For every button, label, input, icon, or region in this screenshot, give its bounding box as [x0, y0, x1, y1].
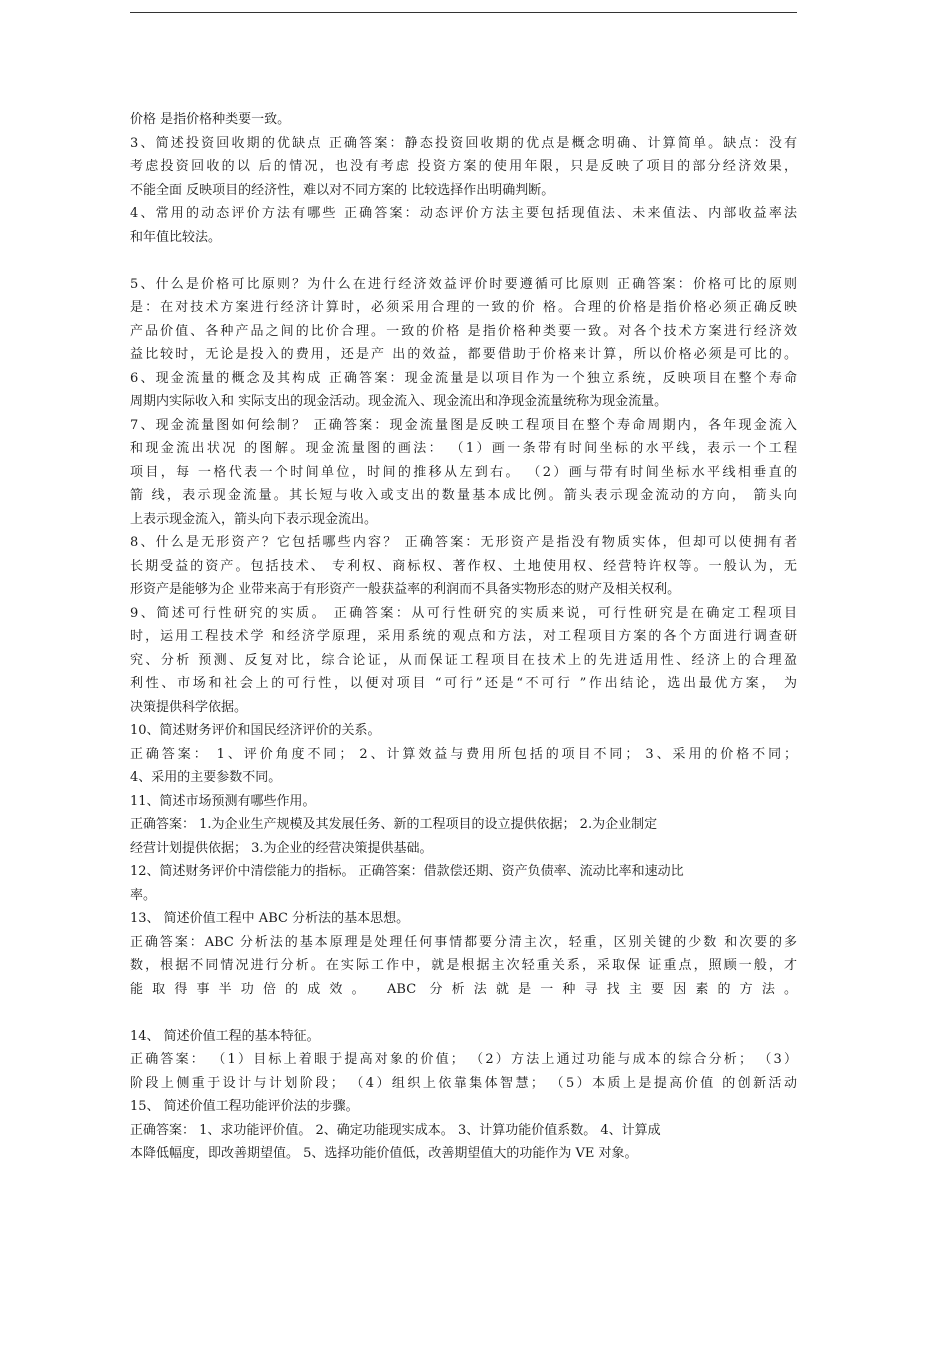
text-line: 产品价值、各种产品之间的比价合理。一致的价格 是指价格种类要一致。对各个技术方案进行经济效: [130, 323, 797, 339]
text-line: 14、 简述价值工程的基本特征。: [130, 1028, 320, 1044]
text-line: 正确答案：ABC 分析法的基本原理是处理任何事情都要分清主次，轻重，区别关键的少数 和次要的多: [130, 934, 797, 950]
text-line: 能取得事半功倍的成效。 ABC 分析法就是一种寻找主要因素的方法。: [130, 981, 797, 997]
text-line: 6、现金流量的概念及其构成 正确答案：现金流量是以项目作为一个独立系统，反映项目在整个寿命: [130, 370, 797, 386]
text-line: 数，根据不同情况进行分析。在实际工作中，就是根据主次轻重关系，采取保 证重点，照顾一般，才: [130, 958, 797, 973]
text-line: 不能全面 反映项目的经济性，难以对不同方案的 比较选择作出明确判断。: [130, 182, 555, 198]
text-line: 4、常用的动态评价方法有哪些 正确答案：动态评价方法主要包括现值法、未来值法、内部收益率法: [130, 206, 797, 221]
text-line: 价格 是指价格种类要一致。: [130, 112, 291, 127]
text-line: 经营计划提供依据； 3.为企业的经营决策提供基础。: [130, 840, 433, 856]
text-line: 11、简述市场预测有哪些作用。: [130, 793, 316, 809]
text-line: 8、什么是无形资产？它包括哪些内容？ 正确答案：无形资产是指没有物质实体，但却可以使拥有者: [130, 535, 797, 550]
text-line: 时，运用工程技术学 和经济学原理，采用系统的观点和方法，对工程项目方案的各个方面进行调查研: [130, 629, 797, 644]
text-line: 7、现金流量图如何绘制？ 正确答案：现金流量图是反映工程项目在整个寿命周期内，各年现金流入: [130, 417, 797, 433]
text-line: 5、什么是价格可比原则？为什么在进行经济效益评价时要遵循可比原则 正确答案：价格可比的原则: [130, 276, 797, 292]
blank-line: [130, 1001, 797, 1025]
text-line: 13、 简述价值工程中 ABC 分析法的基本思想。: [130, 911, 410, 926]
text-line: 3、简述投资回收期的优缺点 正确答案：静态投资回收期的优点是概念明确、计算简单。缺点：没有: [130, 135, 797, 151]
text-line: 考虑投资回收的以 后的情况，也没有考虑 投资方案的使用年限，只是反映了项目的部分经济效果，: [130, 159, 797, 174]
text-line: 箭 线，表示现金流量。其长短与收入或支出的数量基本成比例。箭头表示现金流动的方向， 箭头向: [130, 488, 797, 503]
blank-line: [130, 249, 797, 273]
text-line: 阶段上侧重于设计与计划阶段； （4）组织上依靠集体智慧； （5）本质上是提高价值 的创新活动: [130, 1075, 797, 1091]
text-line: 形资产是能够为企 业带来高于有形资产一般获益率的利润而不具备实物形态的财产及相关权利。: [130, 582, 681, 597]
text-line: 是：在对技术方案进行经济计算时，必须采用合理的一致的价 格。合理的价格是指价格必须正确反映: [130, 300, 797, 315]
document-body: [130, 108, 797, 1166]
text-line: 9、简述可行性研究的实质。 正确答案：从可行性研究的实质来说，可行性研究是在确定工程项目: [130, 605, 797, 621]
text-line: 正确答案： （1）目标上着眼于提高对象的价值； （2）方法上通过功能与成本的综合分析； （3）: [130, 1052, 797, 1067]
text-line: 决策提供科学依据。: [130, 699, 248, 715]
text-line: 和年值比较法。: [130, 229, 222, 245]
text-line: 究、分析 预测、反复对比，综合论证，从而保证工程项目在技术上的先进适用性、经济上的合理盈: [130, 652, 797, 668]
text-line: 项目，每 一格代表一个时间单位，时间的推移从左到右。 （2）画与带有时间坐标水平线相垂直的: [130, 464, 797, 480]
text-line: 正确答案： 1.为企业生产规模及其发展任务、新的工程项目的设立提供依据； 2.为企业制定: [130, 817, 658, 832]
text-line: 正确答案： 1、评价角度不同； 2、计算效益与费用所包括的项目不同； 3、采用的价格不同；: [130, 746, 797, 762]
text-line: 上表示现金流入，箭头向下表示现金流出。: [130, 511, 378, 527]
text-line: 4、采用的主要参数不同。: [130, 770, 282, 785]
text-line: 本降低幅度，即改善期望值。 5、选择功能价值低，改善期望值大的功能作为 VE 对象。: [130, 1146, 638, 1161]
text-line: 周期内实际收入和 实际支出的现金活动。现金流入、现金流出和净现金流量统称为现金流量。: [130, 394, 668, 409]
text-line: 率。: [130, 887, 157, 903]
text-line: 10、简述财务评价和国民经济评价的关系。: [130, 723, 381, 738]
text-line: 12、简述财务评价中清偿能力的指标。 正确答案：借款偿还期、资产负债率、流动比率和速动比: [130, 864, 684, 879]
text-line: 15、 简述价值工程功能评价法的步骤。: [130, 1099, 359, 1114]
text-line: 益比较时，无论是投入的费用，还是产 出的效益，都要借助于价格来计算，所以价格必须是可比的。: [130, 347, 797, 362]
text-line: 长期受益的资产。包括技术、 专利权、商标权、著作权、土地使用权、经营特许权等。一般认为，无: [130, 558, 797, 574]
header-rule: [130, 12, 797, 13]
text-line: 利性、市场和社会上的可行性，以便对项目 “可行”还是“不可行 ”作出结论，选出最优方案， 为: [130, 676, 797, 691]
text-line: 正确答案： 1、求功能评价值。 2、确定功能现实成本。 3、计算功能价值系数。 4、计算成: [130, 1122, 661, 1138]
text-line: 和现金流出状况 的图解。现金流量图的画法： （1）画一条带有时间坐标的水平线，表示一个工程: [130, 441, 797, 456]
